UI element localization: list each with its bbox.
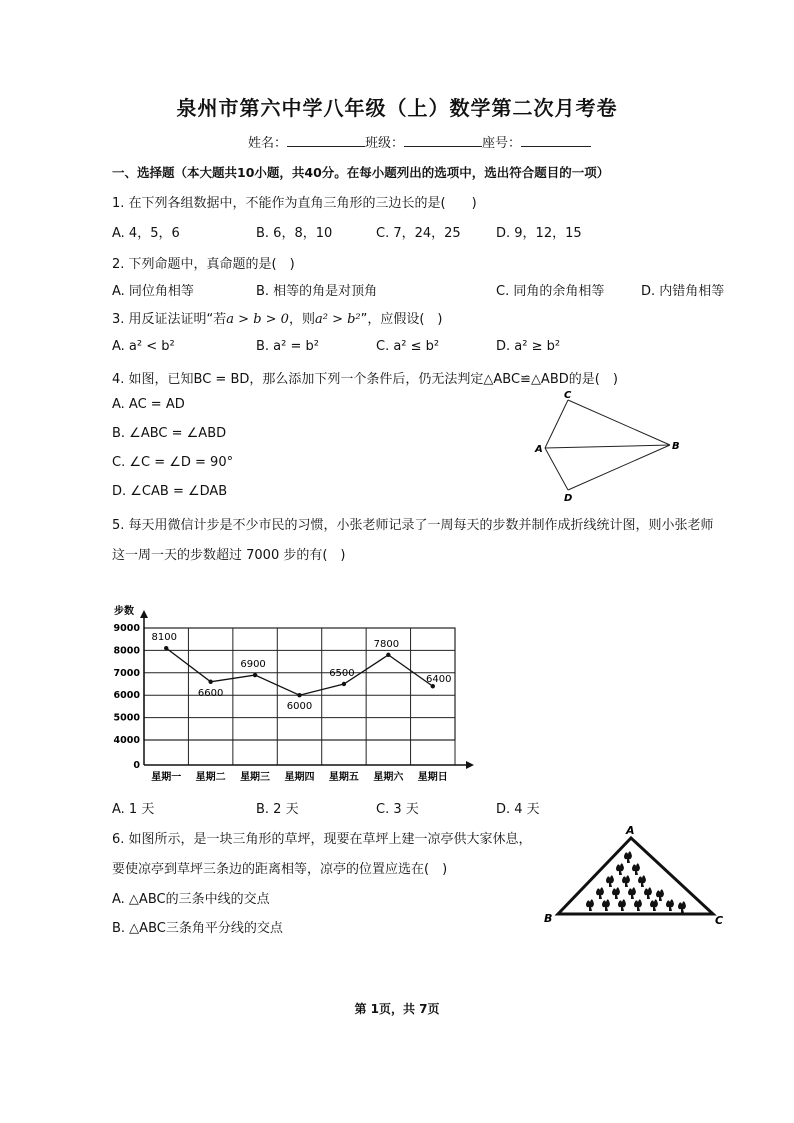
lawn-shrubs [586, 851, 686, 913]
q5-option-a: A. 1 天 [112, 802, 155, 817]
segment-ac [545, 400, 568, 448]
x-tick-label: 星期一 [151, 772, 182, 783]
y-axis-label: 步数 [114, 606, 134, 617]
q6-option-a: A. △ABC的三条中线的交点 [112, 892, 270, 907]
y-tick-label: 8000 [113, 645, 140, 657]
y-tick-label: 6000 [113, 690, 140, 702]
data-point [164, 646, 168, 650]
q3-math-2: a² > b² [314, 312, 361, 327]
q5-option-d: D. 4 天 [496, 802, 540, 817]
shrub-mark [656, 889, 664, 901]
shrub-mark [586, 899, 594, 911]
name-label: 姓名： [248, 136, 288, 151]
q2-option-b: B. 相等的角是对顶角 [256, 284, 378, 299]
data-point [297, 693, 301, 697]
q1-option-b: B. 6，8，10 [256, 226, 333, 241]
shrub-mark [638, 875, 646, 887]
q4-option-a: A. AC = AD [112, 397, 185, 412]
segment-ad [545, 448, 568, 490]
class-blank [404, 134, 482, 147]
data-label: 8100 [151, 632, 177, 644]
q4-option-b: B. ∠ABC = ∠ABD [112, 426, 227, 441]
label-b: B [672, 441, 680, 452]
q6-lawn-figure [540, 822, 730, 932]
q3-option-b: B. a² = b² [256, 339, 319, 354]
segment-cb [568, 400, 670, 445]
q4-option-c: C. ∠C = ∠D = 90° [112, 455, 234, 470]
section-heading: 一、选择题（本大题共10小题，共40分。在每小题列出的选项中，选出符合题目的一项） [112, 165, 610, 180]
chart-grid-frame [144, 628, 455, 740]
x-tick-label: 星期六 [373, 772, 404, 783]
q3-stem [112, 308, 443, 327]
q5-option-c: C. 3 天 [376, 802, 419, 817]
shrub-mark [618, 899, 626, 911]
label-a: A [626, 824, 635, 837]
seat-blank [521, 134, 591, 147]
q6-option-b: B. △ABC三条角平分线的交点 [112, 921, 283, 936]
page-footer: 第 1页，共 7页 [354, 1002, 440, 1016]
q3-stem-c: ”，应假设( ) [360, 312, 443, 327]
shrub-mark [622, 875, 630, 887]
data-point [253, 673, 257, 677]
data-label: 6900 [240, 659, 266, 671]
data-point [208, 680, 212, 684]
q5-option-b: B. 2 天 [256, 802, 299, 817]
q3-math-1: a > b > 0 [226, 312, 289, 327]
x-tick-label: 星期三 [240, 772, 271, 783]
shrub-mark [634, 899, 642, 911]
shrub-mark [632, 863, 640, 875]
label-c: C [715, 914, 724, 927]
q3-option-a: A. a² < b² [112, 339, 175, 354]
data-label: 7800 [373, 638, 400, 650]
q6-stem-line1: 6. 如图所示，是一块三角形的草坪，现要在草坪上建一凉亭供大家休息， [112, 832, 532, 847]
q2-option-a: A. 同位角相等 [112, 284, 194, 299]
x-tick-label: 星期四 [284, 772, 315, 783]
q4-stem: 4. 如图，已知BC = BD，那么添加下列一个条件后，仍无法判定△ABC≌△ABD的是( ) [112, 372, 618, 387]
x-tick-label: 星期五 [328, 772, 359, 783]
data-point [342, 682, 346, 686]
q3-stem-b: ，则 [288, 312, 315, 327]
x-axis-arrow [466, 761, 474, 769]
q3-option-c: C. a² ≤ b² [376, 339, 440, 354]
q1-option-d: D. 9，12，15 [496, 226, 582, 241]
page-title: 泉州市第六中学八年级（上）数学第二次月考卷 [176, 96, 618, 120]
shrub-mark [678, 901, 686, 913]
segment-ab [545, 445, 670, 448]
data-label: 6600 [197, 687, 224, 699]
q2-stem: 2. 下列命题中，真命题的是( ) [112, 257, 295, 272]
y-tick-label: 7000 [113, 667, 140, 679]
data-label: 6500 [329, 668, 355, 679]
shrub-mark [596, 887, 604, 899]
shrub-mark [602, 899, 610, 911]
name-blank [287, 134, 365, 147]
q3-option-d: D. a² ≥ b² [496, 339, 561, 354]
q2-option-d: D. 内错角相等 [641, 284, 725, 299]
step-line-chart [100, 600, 480, 785]
label-a: A [535, 444, 543, 455]
q6-stem-line2: 要使凉亭到草坪三条边的距离相等，凉亭的位置应选在( ) [112, 862, 448, 877]
data-point [386, 653, 390, 657]
q5-stem-line1: 5. 每天用微信计步是不少市民的习惯，小张老师记录了一周每天的步数并制作成折线统计图，则小张老师 [112, 518, 714, 533]
class-label: 班级： [365, 136, 405, 151]
shrub-mark [666, 899, 674, 911]
shrub-mark [612, 887, 620, 899]
label-b: B [544, 912, 553, 925]
data-label: 6400 [426, 674, 452, 686]
shrub-mark [606, 875, 614, 887]
x-tick-label: 星期二 [195, 772, 226, 783]
q2-option-c: C. 同角的余角相等 [496, 284, 605, 299]
student-info [248, 132, 591, 151]
y-tick-label: 4000 [113, 735, 140, 746]
shrub-mark [624, 851, 632, 863]
seat-label: 座号： [482, 136, 522, 151]
q4-figure [530, 388, 690, 503]
q1-stem: 1. 在下列各组数据中，不能作为直角三角形的三边长的是( ) [112, 196, 477, 211]
q1-option-c: C. 7，24，25 [376, 226, 461, 241]
q5-stem-line2: 这一周一天的步数超过 7000 步的有( ) [112, 548, 346, 563]
y-tick-label: 9000 [113, 623, 140, 634]
y-tick-label: 0 [133, 760, 140, 771]
label-c: C [564, 390, 572, 401]
x-tick-label: 星期日 [417, 772, 448, 783]
shrub-mark [616, 863, 624, 875]
segment-db [568, 445, 670, 490]
y-tick-label: 5000 [113, 712, 140, 724]
q3-stem-a: 3. 用反证法证明“若 [112, 312, 227, 327]
y-axis-arrow [140, 610, 148, 618]
q4-option-d: D. ∠CAB = ∠DAB [112, 484, 228, 499]
shrub-mark [644, 887, 652, 899]
shrub-mark [650, 899, 658, 911]
label-d: D [564, 493, 573, 503]
data-label: 6000 [286, 701, 313, 713]
q1-option-a: A. 4，5，6 [112, 226, 180, 241]
shrub-mark [628, 887, 636, 899]
